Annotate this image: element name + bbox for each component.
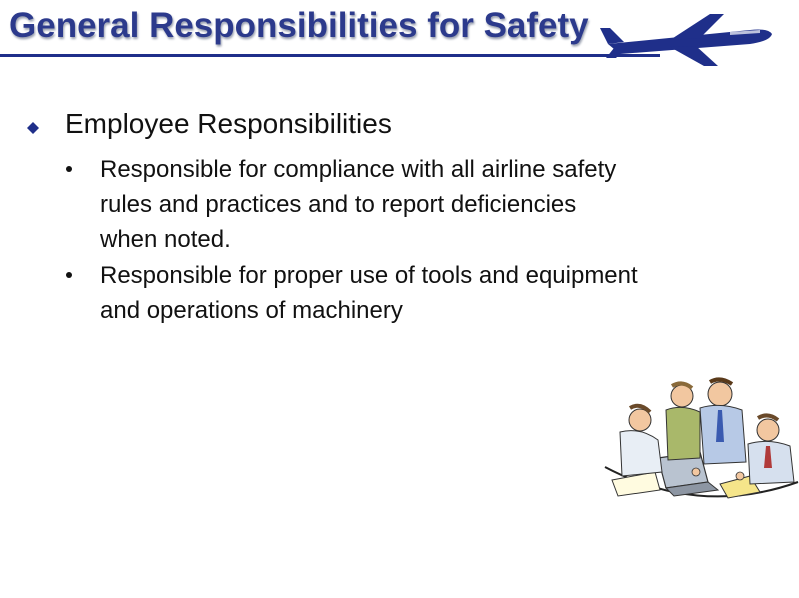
level1-heading: Employee Responsibilities bbox=[65, 108, 392, 139]
dot-bullet-icon bbox=[66, 166, 72, 172]
sub-bullet-text-2: Responsible for proper use of tools and equipment and operations of machinery bbox=[100, 262, 638, 324]
team-meeting-clipart bbox=[600, 372, 799, 512]
diamond-bullet-icon bbox=[27, 122, 39, 134]
airplane-icon bbox=[600, 14, 775, 66]
slide-title: General Responsibilities for Safety bbox=[9, 6, 589, 45]
title-underline bbox=[0, 54, 660, 57]
sub-bullet-text-1: Responsible for compliance with all airline safety rules and practices and to report deficiencies when noted. bbox=[100, 156, 617, 253]
dot-bullet-icon bbox=[66, 272, 72, 278]
